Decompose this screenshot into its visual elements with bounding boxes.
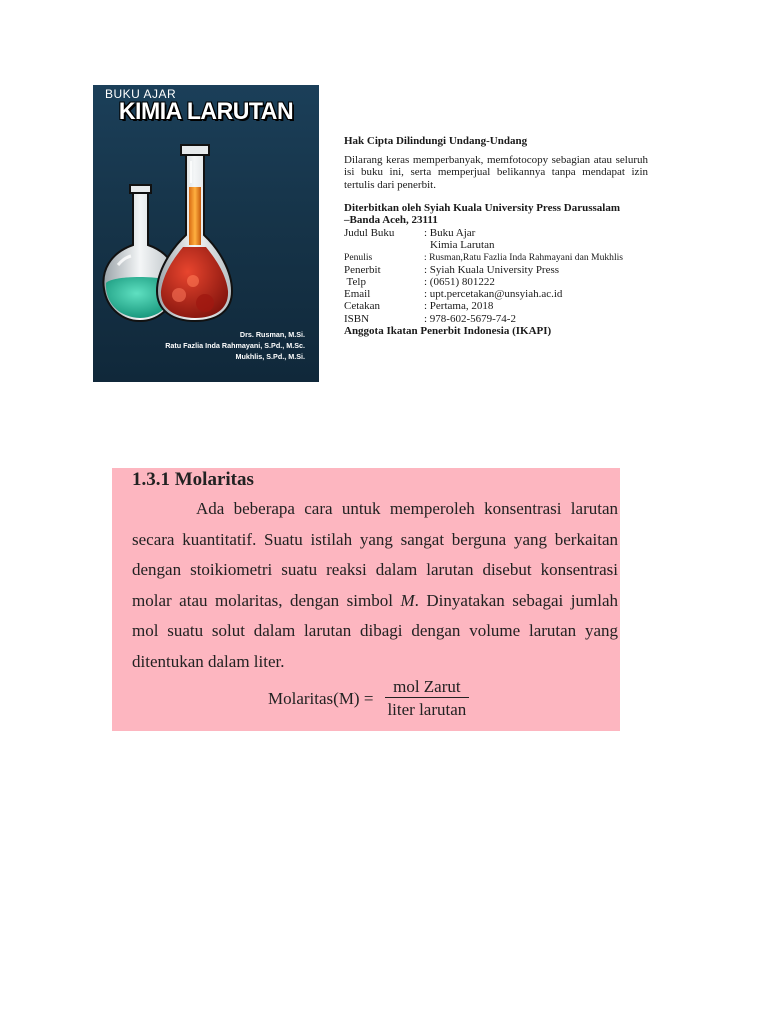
formula-lhs: Molaritas(M) = — [268, 688, 374, 708]
section-paragraph — [132, 494, 618, 677]
meta-value: : 978-602-5679-74-2 — [424, 312, 516, 325]
cover-series-label: BUKU AJAR — [105, 87, 177, 101]
formula-fraction — [379, 678, 474, 719]
meta-row-telp — [344, 276, 648, 288]
publisher-address: –Banda Aceh, 23111 — [344, 214, 438, 227]
cover-authors — [165, 329, 305, 362]
meta-row-penerbit — [344, 264, 648, 276]
copyright-block — [344, 135, 648, 337]
meta-value: : upt.percetakan@unsyiah.ac.id — [424, 288, 563, 301]
copyright-warning: Dilarang keras memperbanyak, memfotocopy sebagian atau seluruh isi buku ini, serta memperjual belikannya tanpa mendapat izin tertulis dari penerbit. — [344, 154, 648, 191]
flasks-illustration — [93, 125, 319, 335]
erlenmeyer-flask-icon — [157, 145, 232, 321]
meta-key: ISBN — [344, 312, 370, 325]
cover-author: Mukhlis, S.Pd., M.Si. — [235, 352, 305, 361]
molarity-symbol: M — [400, 590, 415, 610]
meta-row-isbn — [344, 313, 648, 325]
molarity-formula — [268, 678, 474, 719]
molaritas-panel — [112, 468, 620, 731]
section-title: 1.3.1 Molaritas — [132, 469, 254, 490]
meta-key: Penulis — [344, 251, 373, 263]
meta-value: : Buku Ajar — [424, 227, 476, 240]
meta-row-judul — [344, 227, 648, 239]
meta-key: Cetakan — [344, 300, 381, 313]
paragraph-text: Ada beberapa cara untuk memperoleh konsentrasi larutan secara kuantitatif. Suatu istilah yang sangat berguna yang berkaitan dengan stoikiometri suatu reaksi dalam larutan disebut konsentrasi molar atau molaritas, dengan simbol — [132, 499, 618, 610]
meta-value: : (0651) 801222 — [424, 276, 495, 289]
publisher-line: Diterbitkan oleh Syiah Kuala University Press Darussalam — [344, 201, 621, 214]
copyright-heading: Hak Cipta Dilindungi Undang-Undang — [344, 135, 528, 147]
formula-denominator: liter larutan — [387, 700, 467, 719]
meta-value: : Rusman,Ratu Fazlia Inda Rahmayani dan Mukhlis — [424, 251, 624, 263]
paragraph-text: . Dinyatakan sebagai jumlah mol suatu solut dalam larutan dibagi dengan volume larutan yang ditentukan dalam liter. — [132, 590, 618, 671]
formula-numerator: mol Zarut — [385, 678, 469, 698]
meta-value-continued: Kimia Larutan — [430, 239, 495, 252]
book-cover — [93, 85, 319, 382]
ikapi-membership: Anggota Ikatan Penerbit Indonesia (IKAPI) — [344, 324, 552, 337]
meta-row-email — [344, 288, 648, 300]
book-metadata — [344, 227, 648, 325]
meta-row-cetakan — [344, 300, 648, 312]
meta-value: : Syiah Kuala University Press — [424, 263, 560, 276]
meta-key: Email — [344, 288, 371, 301]
meta-value: : Pertama, 2018 — [424, 300, 494, 313]
meta-key: Telp — [344, 276, 366, 289]
cover-title: KIMIA LARUTAN — [118, 98, 294, 125]
meta-key: Penerbit — [344, 263, 381, 276]
cover-author: Ratu Fazlia Inda Rahmayani, S.Pd., M.Sc. — [165, 341, 305, 350]
meta-key: Judul Buku — [344, 227, 395, 240]
meta-row-penulis — [344, 252, 648, 264]
cover-author: Drs. Rusman, M.Si. — [239, 330, 305, 339]
